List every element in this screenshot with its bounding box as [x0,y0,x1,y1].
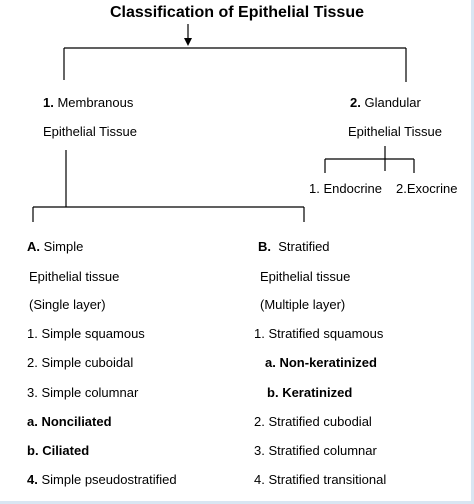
simple-heading [27,239,83,255]
glandular-label [350,95,421,111]
membranous-number: 1. [43,95,54,110]
simple-name: Simple [43,239,84,254]
stratified-item-1: 1. Stratified squamous [254,326,384,341]
stratified-item-2: 2. Stratified cubodial [254,414,372,429]
stratified-item-3: 3. Stratified columnar [254,443,377,458]
exocrine-label: 2.Exocrine [396,181,458,196]
membranous-label [43,95,133,111]
stratified-heading [258,239,330,255]
stratified-item-4: 4. Stratified transitional [254,472,387,487]
simple-item-1: 1. Simple squamous [27,326,145,341]
title-arrowhead [184,38,192,46]
simple-letter: A. [27,239,40,254]
simple-subtitle: Epithelial tissue [29,269,120,284]
simple-item-4: 4. Simple pseudostratified [27,472,177,487]
stratified-layer-note: (Multiple layer) [260,297,346,312]
simple-item-a: a. Nonciliated [27,414,112,429]
stratified-item-b: b. Keratinized [267,385,353,400]
diagram-title: Classification of Epithelial Tissue [110,4,364,21]
stratified-name: Stratified [278,239,330,254]
endocrine-label: 1. Endocrine [309,181,382,196]
stratified-letter: B. [258,239,271,254]
membranous-subtitle: Epithelial Tissue [43,124,137,139]
simple-item-b: b. Ciliated [27,443,90,458]
glandular-number: 2. [350,95,361,110]
simple-layer-note: (Single layer) [29,297,106,312]
glandular-subtitle: Epithelial Tissue [348,124,442,139]
simple-item-3: 3. Simple columnar [27,385,139,400]
glandular-name: Glandular [364,95,421,110]
stratified-subtitle: Epithelial tissue [260,269,351,284]
simple-item-2: 2. Simple cuboidal [27,355,134,370]
membranous-name: Membranous [57,95,134,110]
stratified-item-a: a. Non-keratinized [265,355,377,370]
